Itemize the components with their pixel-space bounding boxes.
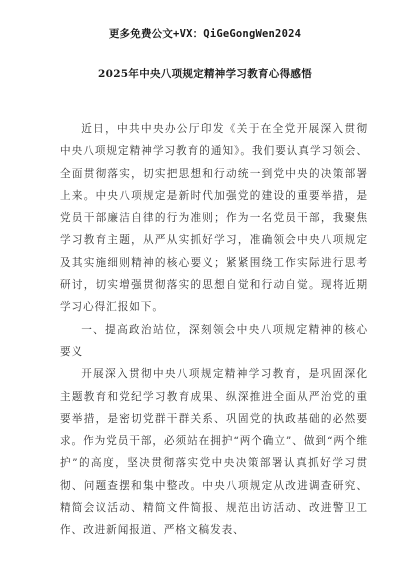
document-body bbox=[60, 118, 368, 542]
document-title: 2025年中央八项规定精神学习教育心得感悟 bbox=[97, 68, 313, 80]
watermark-header: 更多免费公文+VX：QiGeGongWen2024 bbox=[108, 28, 302, 40]
paragraph-section-1: 开展深入贯彻中央八项规定精神学习教育，是巩固深化主题教育和党纪学习教育成果、纵深推进全面从严治党的重要举措，是密切党群干群关系、巩固党的执政基础的必然要求。作为党员干部，必须站在拥护“两个确立”、做到“两个维护”的高度，坚决贯彻落实党中央决策部署认真抓好学习贯彻、问题查摆和集中整改。中央八项规定从改进调查研究、精简会议活动、精简文件简报、规范出访活动、改进警卫工作、改进新闻报道、严格文稿发表、 bbox=[60, 368, 368, 537]
section-heading-1: 一、提高政治站位，深刻领会中央八项规定精神的核心要义 bbox=[60, 323, 368, 358]
paragraph-intro: 近日，中共中央办公厅印发《关于在全党开展深入贯彻中央八项规定精神学习教育的通知》。我们要认真学习领会、全面贯彻落实，切实把思想和行动统一到党中央的决策部署上来。中央八项规定是新时代加强党的建设的重要举措，是党员干部廉洁自律的行为准则；作为一名党员干部，我聚焦学习教育主题，从严从实抓好学习，准确领会中央八项规定及其实施细则精神的核心要义；紧紧围绕工作实际进行思考研讨，切实增强贯彻落实的思想自觉和行动自觉。现将近期学习心得汇报如下。 bbox=[60, 123, 368, 314]
